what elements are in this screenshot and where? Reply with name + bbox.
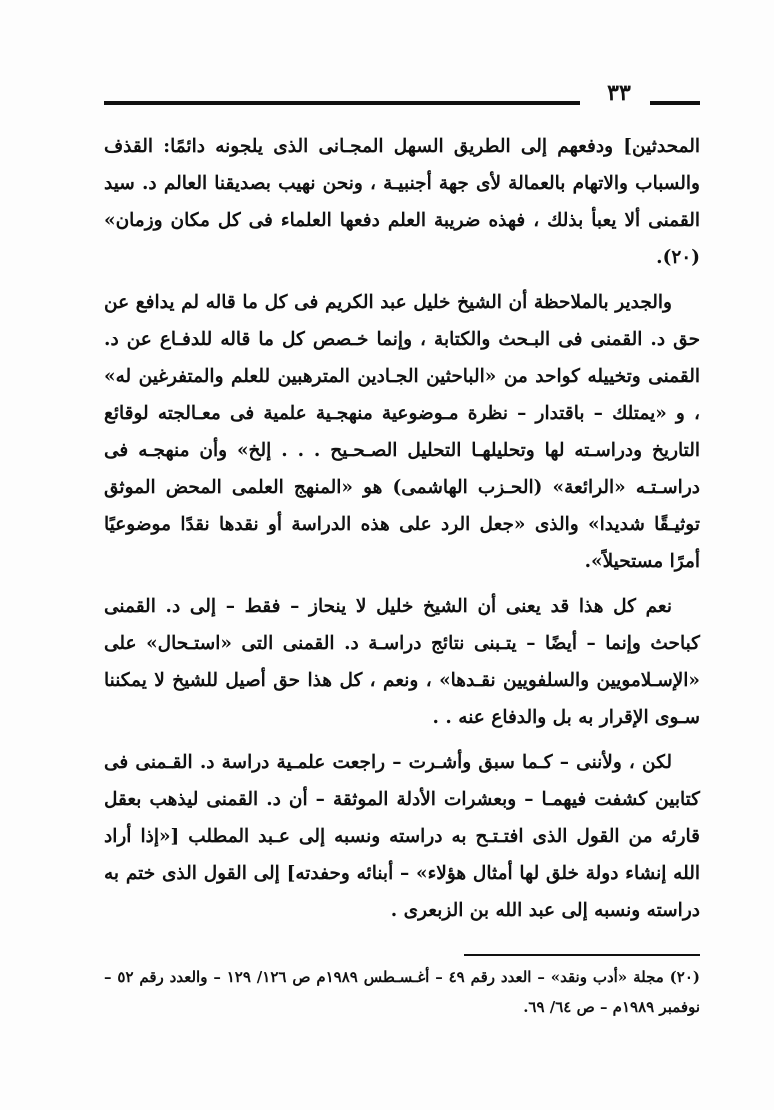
footnote: (٢٠) مجلة «أدب ونقد» – العدد رقم ٤٩ – أغـسـطس ١٩٨٩م ص ١٢٦/ ١٢٩ – والعدد رقم ٥٢ – نوفمبر ١٩٨٩م – ص ٦٤/ ٦٩. [104, 968, 701, 1016]
page-number: ٣٣ [607, 80, 631, 106]
footnote-divider [464, 954, 700, 956]
header-rule-long [104, 101, 580, 105]
header-rule-short [650, 101, 700, 105]
paragraph-3: نعم كل هذا قد يعنى أن الشيخ خليل لا ينحاز – فقط – إلى د. القمنى كباحث وإنما – أيضًا – يتـبنى نتائج دراسـة د. القمنى التى «استـحال» على «الإسـلامويين والسلفويين نقـدها» ، ونعم ، كل هذا حق أصيل للشيخ لا يمكننا سـوى الإقرار به بل والدفاع عنه . . [104, 596, 700, 728]
paragraph-1: المحدثين] ودفعهم إلى الطريق السهل المجـانى الذى يلجونه دائمًا: القذف والسباب والاتهام بالعمالة لأى جهة أجنبيـة ، ونحن نهيب بصديقنا العالم د. سيد القمنى ألا يعبأ بذلك ، فهذه ضريبة العلم دفعها العلماء فى كل مكان وزمان» (٢٠). [104, 136, 700, 268]
page-header [104, 80, 700, 108]
paragraph-2: والجدير بالملاحظة أن الشيخ خليل عبد الكريم فى كل ما قاله لم يدافع عن حق د. القمنى فى البـحث والكتابة ، وإنما خـصص كل ما قاله للدفـاع عن د. القمنى وتخييله كواحد من «الباحثين الجـادين المترهبين للعلم والمتفرغين له» ، و «يمتلك – باقتدار – نظرة مـوضوعية منهجـية علمية فى معـالجته لوقائع التاريخ ودراسـته لها وتحليلهـا التحليل الصـحـيح . . . إلخ» وأن منهجـه فى دراسـتـه «الرائعة» (الحـزب الهاشمى) هو «المنهج العلمى المحض الموثق توثيـقًا شديدا» والذى «جعل الرد على هذه الدراسة أو نقدها نقدًا موضوعيًا أمرًا مستحيلاً». [104, 292, 700, 572]
body-text [104, 128, 700, 937]
paragraph-4: لكن ، ولأننى – كـما سبق وأشـرت – راجعت علمـية دراسة د. القـمنى فى كتابين كشفت فيهمـا – وبعشرات الأدلة الموثقة – أن د. القمنى ليذهب بعقل قارئه من القول الذى افتـتـح به دراسته ونسبه إلى عـبد المطلب [«إذا أراد الله إنشاء دولة خلق لها أمثال هؤلاء» – أبنائه وحفدته] إلى القول الذى ختم به دراسته ونسبه إلى عبد الله بن الزبعرى . [104, 752, 700, 921]
